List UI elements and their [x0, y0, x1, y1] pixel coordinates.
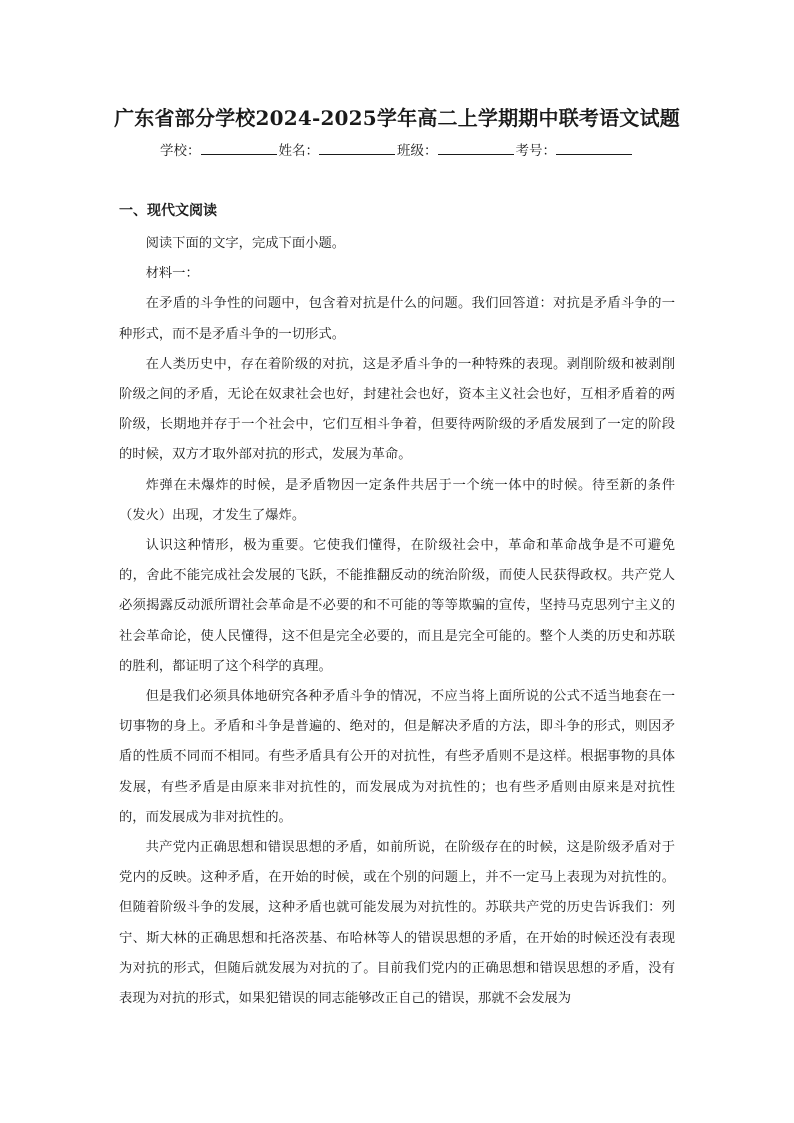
info-field-exam-number [516, 140, 635, 161]
info-field-school [160, 140, 279, 161]
school-blank[interactable] [201, 140, 277, 155]
info-label: 考号： [515, 143, 556, 159]
passage-paragraph: 认识这种情形，极为重要。它使我们懂得，在阶级社会中，革命和革命战争是不可避免的，舍此不能完成社会发展的飞跃，不能推翻反动的统治阶级，而使人民获得政权。共产党人必须揭露反动派所谓社会革命是不必要的和不可能的等等欺骗的宣传，坚持马克思列宁主义的社会革命论，使人民懂得，这不但是完全必要的，而且是完全可能的。整个人类的历史和苏联的胜利，都证明了这个科学的真理。 [119, 538, 675, 674]
info-label: 班级： [397, 143, 438, 159]
passage-paragraph: 炸弹在未爆炸的时候，是矛盾物因一定条件共居于一个统一体中的时候。待至新的条件（发火）出现，才发生了爆炸。 [119, 477, 675, 523]
section-heading: 一、现代文阅读 [119, 203, 217, 219]
passage-paragraph: 在矛盾的斗争性的问题中，包含着对抗是什么的问题。我们回答道：对抗是矛盾斗争的一种形式，而不是矛盾斗争的一切形式。 [119, 296, 675, 342]
passage-paragraph: 共产党内正确思想和错误思想的矛盾，如前所说，在阶级存在的时候，这是阶级矛盾对于党内的反映。这种矛盾，在开始的时候，或在个别的问题上，并不一定马上表现为对抗性的。但随着阶级斗争的发展，这种矛盾也就可能发展为对抗性的。苏联共产党的历史告诉我们：列宁、斯大林的正确思想和托洛茨基、布哈林等人的错误思想的矛盾，在开始的时候还没有表现为对抗的形式，但随后就发展为对抗的了。目前我们党内的正确思想和错误思想的矛盾，没有表现为对抗的形式，如果犯错误的同志能够改正自己的错误，那就不会发展为 [119, 840, 675, 1007]
name-blank[interactable] [319, 140, 395, 155]
student-info-line [0, 140, 794, 161]
passage-paragraph: 在人类历史中，存在着阶级的对抗，这是矛盾斗争的一种特殊的表现。剥削阶级和被剥削阶级之间的矛盾，无论在奴隶社会也好，封建社会也好，资本主义社会也好，互相矛盾着的两阶级，长期地并存于一个社会中，它们互相斗争着，但要待两阶级的矛盾发展到了一定的阶段的时候，双方才取外部对抗的形式，发展为革命。 [119, 356, 675, 463]
info-field-class [397, 140, 516, 161]
material-label: 材料一： [145, 266, 199, 282]
instruction-paragraph: 阅读下面的文字，完成下面小题。 [145, 236, 346, 251]
class-blank[interactable] [438, 140, 514, 155]
exam-number-blank[interactable] [556, 140, 632, 155]
passage-paragraph: 但是我们必须具体地研究各种矛盾斗争的情况，不应当将上面所说的公式不适当地套在一切事物的身上。矛盾和斗争是普遍的、绝对的，但是解决矛盾的方法，即斗争的形式，则因矛盾的性质不同而不相同。有些矛盾具有公开的对抗性，有些矛盾则不是这样。根据事物的具体发展，有些矛盾是由原来非对抗性的，而发展成为对抗性的；也有些矛盾则由原来是对抗性的，而发展成为非对抗性的。 [119, 689, 675, 825]
reading-passage [119, 229, 675, 1014]
info-label: 学校： [160, 143, 201, 159]
info-label: 姓名： [278, 143, 319, 159]
info-field-name [279, 140, 398, 161]
document-title: 广东省部分学校2024-2025学年高二上学期期中联考语文试题 [114, 106, 680, 130]
